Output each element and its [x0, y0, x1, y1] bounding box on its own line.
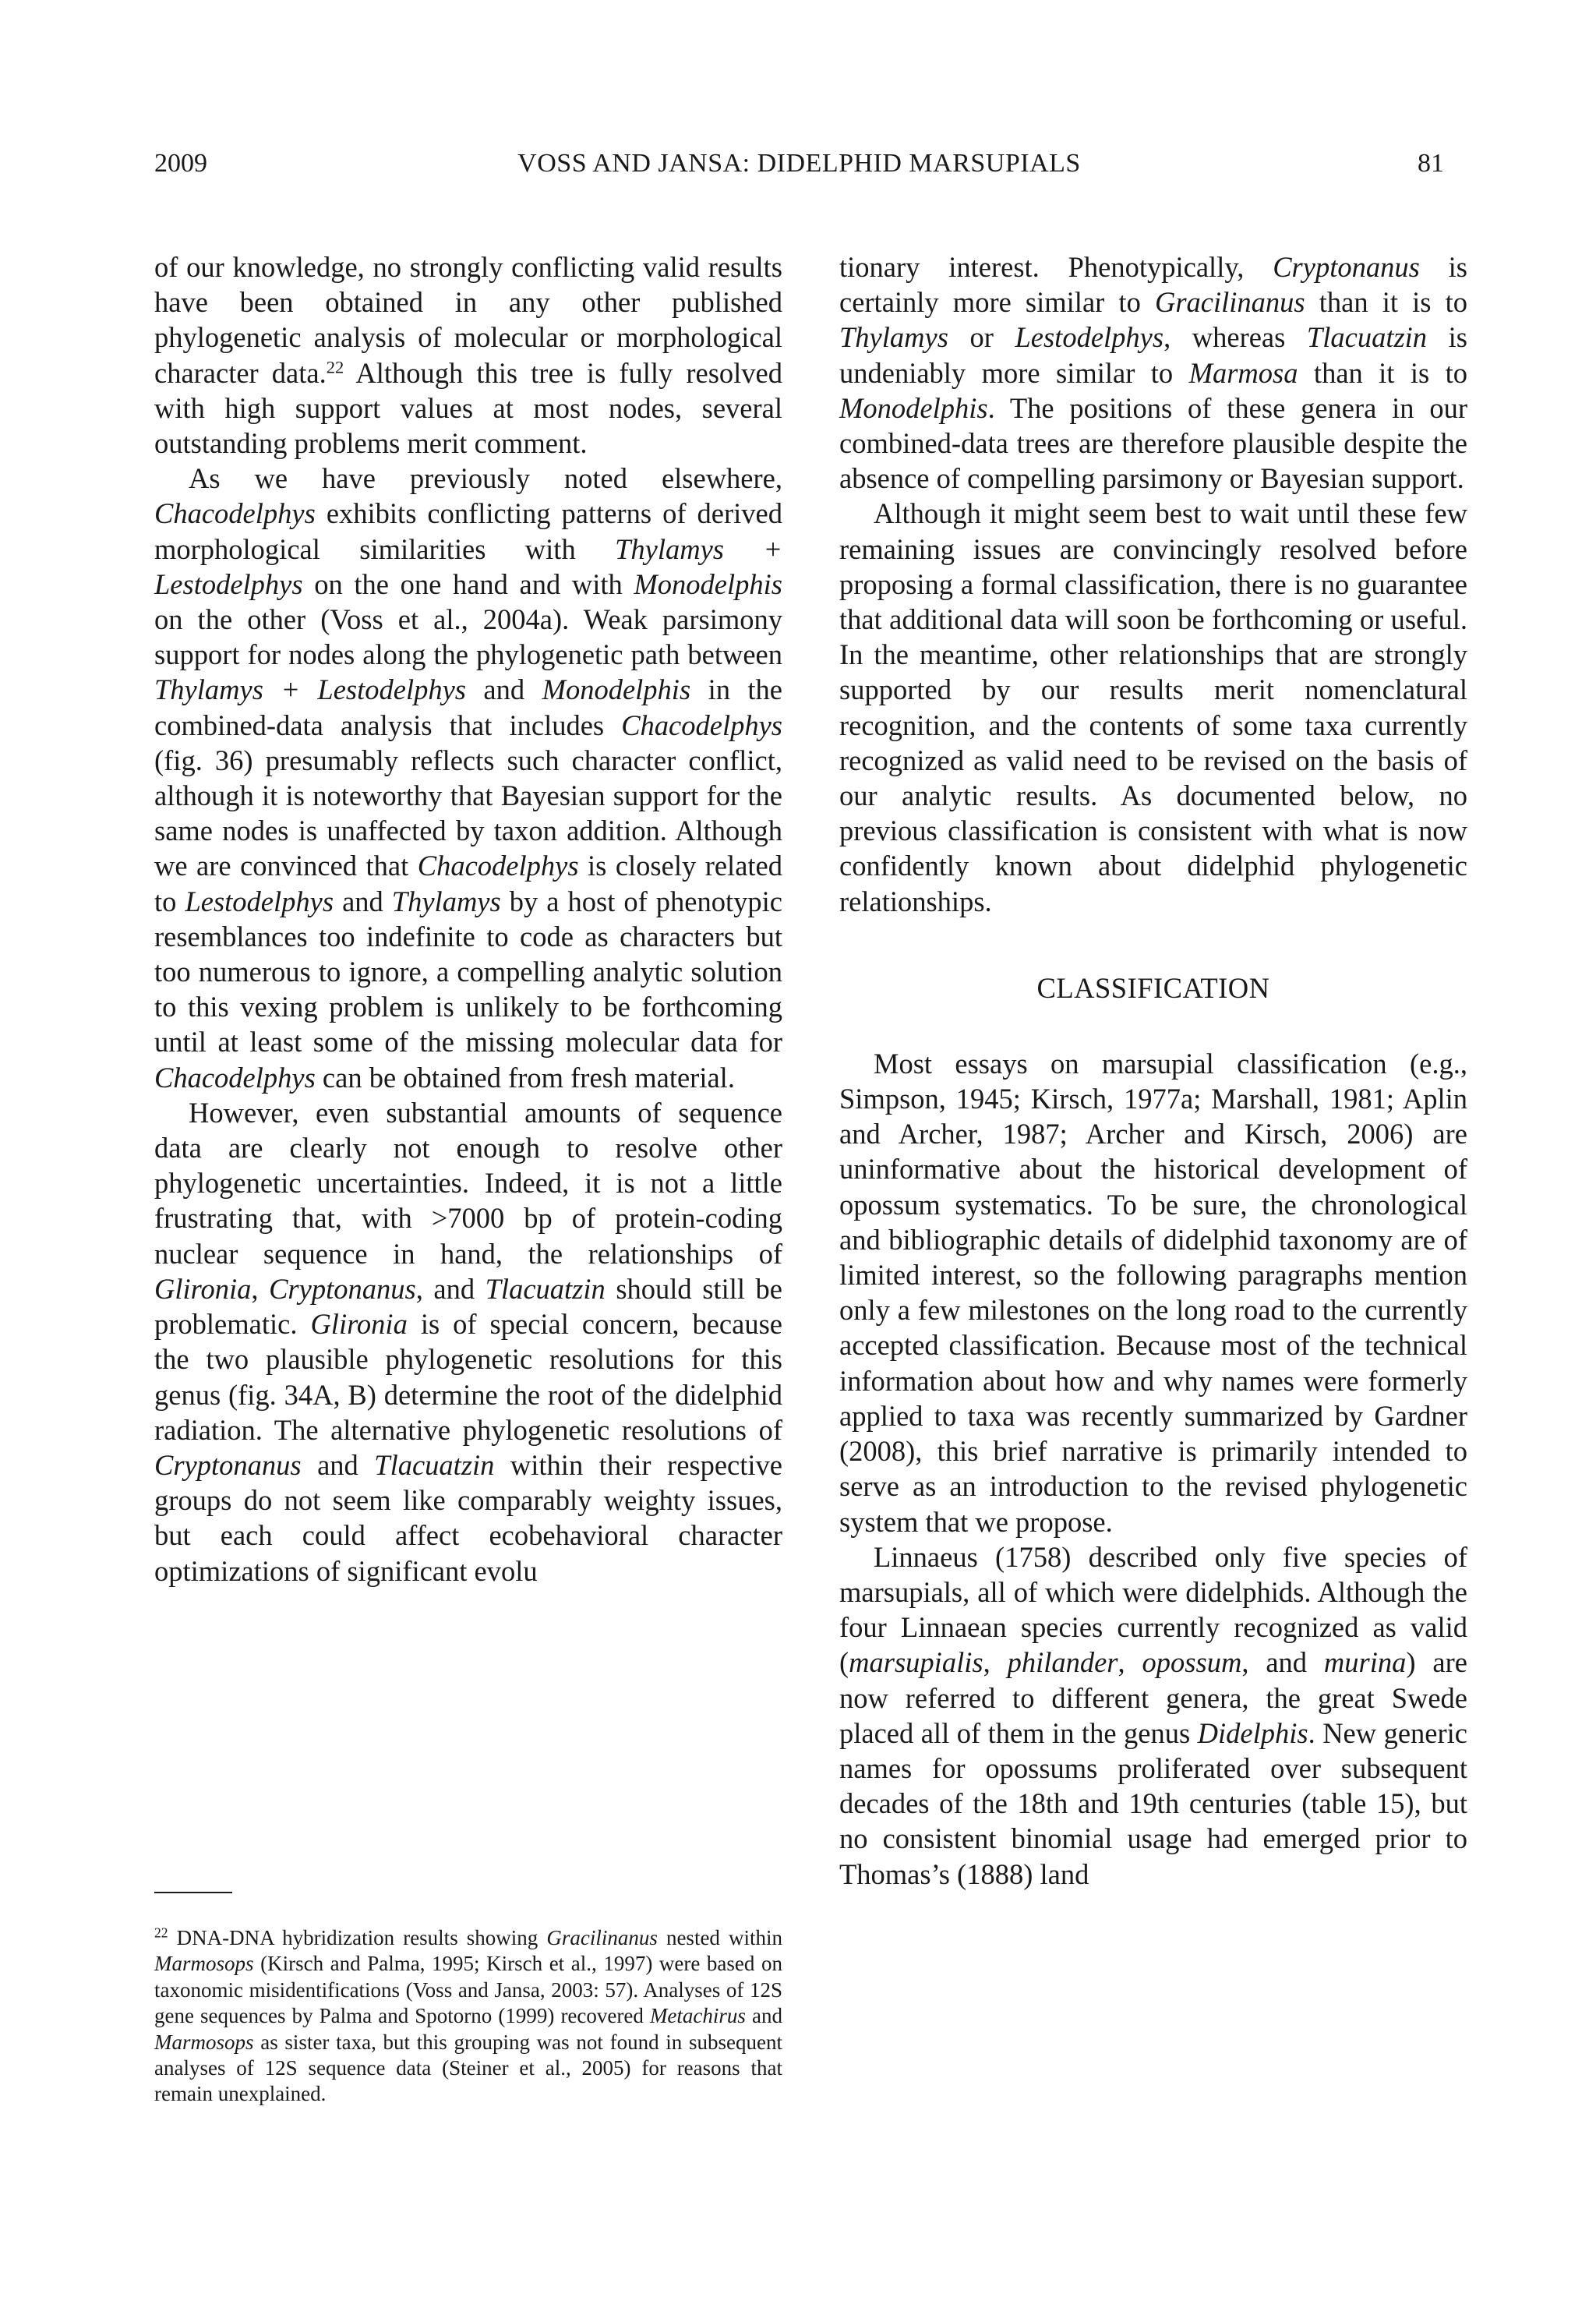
paragraph: Most essays on marsupial classification (e.g., Simpson, 1945; Kirsch, 1977a; Marshall, 1981; Aplin and Archer, 1987; Archer and Kirsch, 2006) are uninformative about the historical development of opossum systematics. To be sure, the chronological and bibliographic details of didelphid taxonomy are of limited interest, so the following paragraphs mention only a few milestones on the long road to the currently accepted classification. Because most of the technical information about how and why names were formerly applied to taxa was recently summarized by Gardner (2008), this brief narrative is primarily intended to serve as an introduction to the revised phylogenetic system that we propose.	[839, 1047, 1467, 1538]
running-head	[154, 145, 1444, 182]
footnote-number: 22	[154, 1924, 168, 1941]
paragraph: Linnaeus (1758) described only five species of marsupials, all of which were didelphids. Although the four Linnaean species currently recognized as valid (marsupialis, philander, opossum, and murina) are now referred to different genera, the great Swede placed all of them in the genus Didelphis. New generic names for opossums proliferated over subsequent decades of the 18th and 19th centuries (table 15), but no consistent binomial usage had emerged prior to Thomas’s (1888) land	[839, 1540, 1467, 1890]
page-number: 81	[1418, 149, 1444, 178]
footnote-reference: 22	[326, 357, 344, 377]
header-title: VOSS AND JANSA: DIDELPHID MARSUPIALS	[517, 149, 1081, 178]
paragraph: As we have previously noted elsewhere, Chacodelphys exhibits conflicting patterns of derived morphological similarities with Thylamys + Lestodelphys on the one hand and with Monodelphis on the other (Voss et al., 2004a). Weak parsimony support for nodes along the phylogenetic path between Thylamys + Lestodelphys and Monodelphis in the combined-data analysis that includes Chacodelphys (fig. 36) presumably reflects such character conflict, although it is noteworthy that Bayesian support for the same nodes is unaffected by taxon addition. Although we are convinced that Chacodelphys is closely related to Lestodelphys and Thylamys by a host of phenotypic resemblances too indefinite to code as characters but too numerous to ignore, a compelling analytic solution to this vexing problem is unlikely to be forthcoming until at least some of the missing molecular data for Chacodelphys can be obtained from fresh material.	[154, 462, 782, 1094]
section-heading: CLASSIFICATION	[1036, 971, 1270, 1004]
footnote: $^{22}$ DNA-DNA hybridization results showing Gracilinanus nested within Marmosops (Kirsch and Palma, 1995; Kirsch et al., 1997) were based on taxonomic misidentifications (Voss and Jansa, 2003: 57). Analyses of 12S gene sequences by Palma and Spotorno (1999) recovered Metachirus and Marmosops as sister taxa, but this grouping was not found in subsequent analyses of 12S sequence data (Steiner et al., 2005) for reasons that remain unexplained.	[154, 1924, 782, 2106]
paragraph: However, even substantial amounts of sequence data are clearly not enough to resolve other phylogenetic uncertainties. Indeed, it is not a little frustrating that, with >7000 bp of protein-coding nuclear sequence in hand, the relationships of Glironia, Cryptonanus, and Tlacuatzin should still be problematic. Glironia is of special concern, because the two plausible phylogenetic resolutions for this genus (fig. 34A, B) determine the root of the didelphid radiation. The alternative phylogenetic resolutions of Cryptonanus and Tlacuatzin within their respective groups do not seem like comparably weighty issues, but each could affect ecobehavioral character optimizations of significant evolu	[154, 1096, 782, 1587]
paragraph: of our knowledge, no strongly conflicting valid results have been obtained in any other published phylogenetic analysis of molecular or morphological character data.$^{22}$ Although this tree is fully resolved with high support values at most nodes, several outstanding problems merit comment.	[154, 251, 782, 460]
header-year: 2009	[154, 149, 207, 178]
paragraph: Although it might seem best to wait until these few remaining issues are convincingly resolved before proposing a formal classification, there is no guarantee that additional data will soon be forthcoming or useful. In the meantime, other relationships that are strongly supported by our results merit nomenclatural recognition, and the contents of some taxa currently recognized as valid need to be revised on the basis of our analytic results. As documented below, no previous classification is consistent with what is now confidently known about didelphid phylogenetic relationships.	[839, 497, 1467, 917]
right-column	[839, 249, 1467, 1892]
paragraph: tionary interest. Phenotypically, Cryptonanus is certainly more similar to Gracilinanus than it is to Thylamys or Lestodelphys, whereas Tlacuatzin is undeniably more similar to Marmosa than it is to Monodelphis. The positions of these genera in our combined-data trees are therefore plausible despite the absence of compelling parsimony or Bayesian support.	[839, 251, 1467, 495]
left-column	[154, 249, 782, 1589]
footnote-rule	[154, 1892, 232, 1893]
